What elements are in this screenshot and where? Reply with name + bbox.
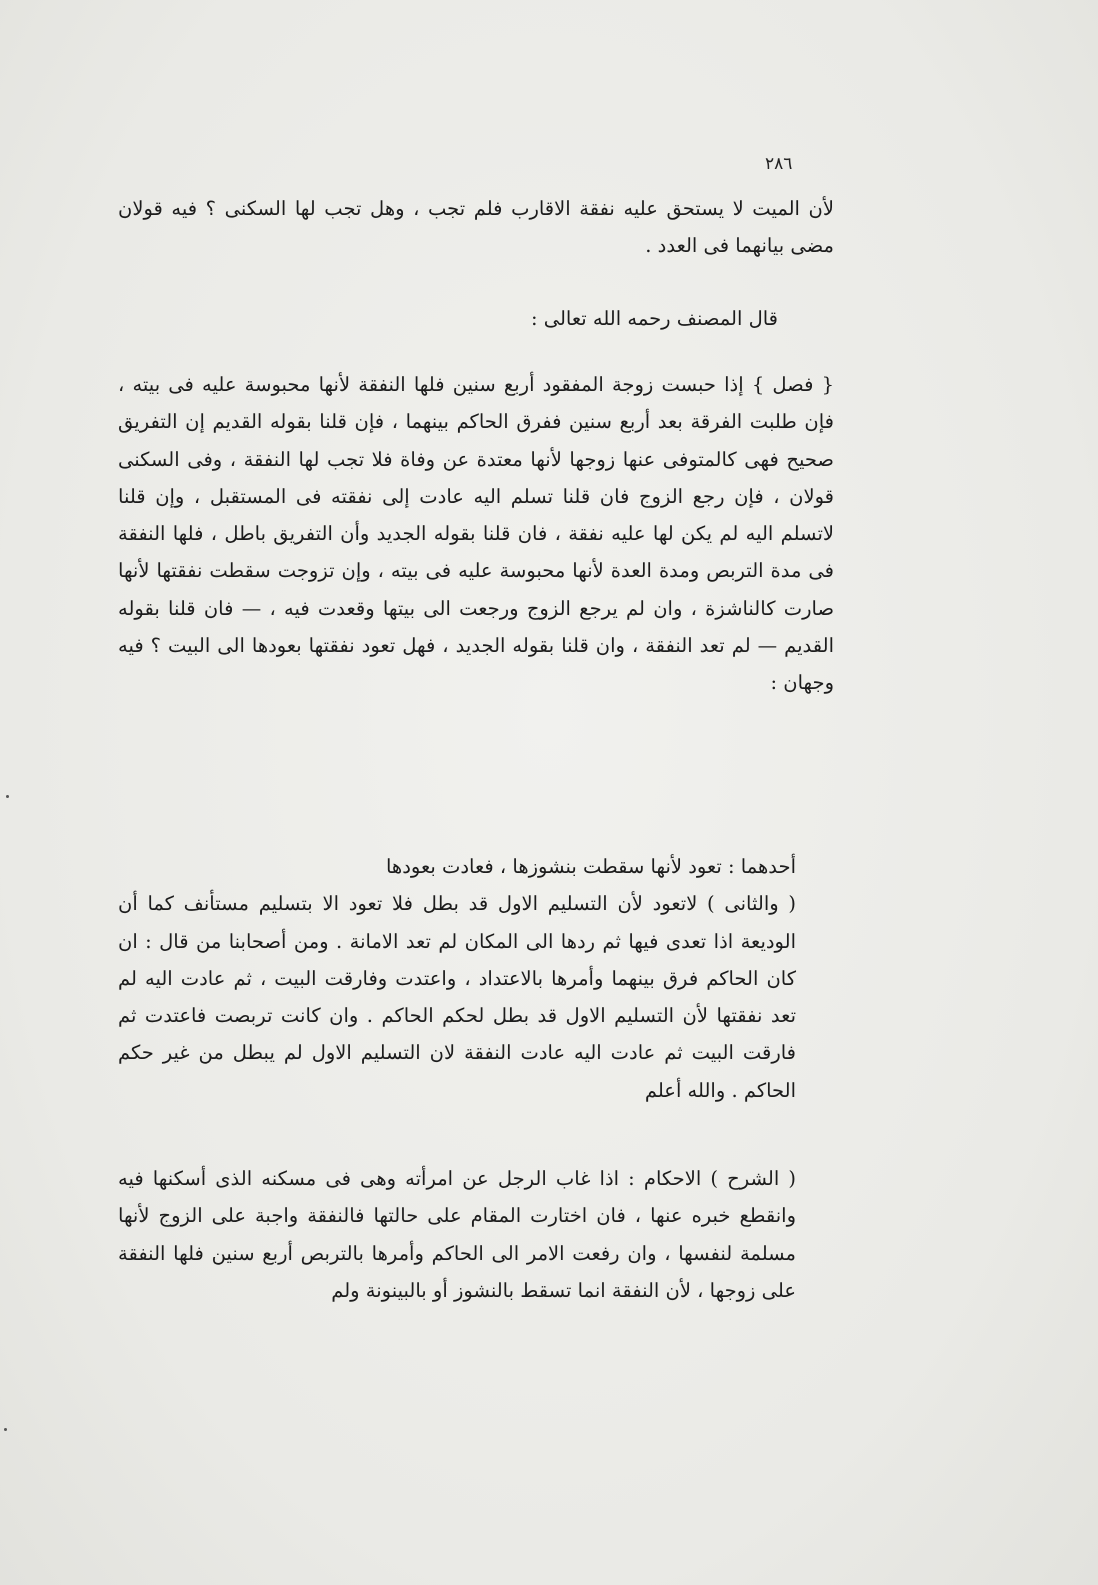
paragraph-continuation bbox=[118, 190, 834, 265]
paragraph-two-opinions bbox=[118, 848, 834, 1109]
paragraph-text: ( الشرح ) الاحكام : اذا غاب الرجل عن امرأته وهى فى مسكنه الذى أسكنها فيه وانقطع خبره عنها ، فان اختارت المقام على حالتها فالنفقة واجبة على الزوج لأنها مسلمة لنفسها ، وان رفعت الامر الى الحاكم وأمرها بالتربص أربع سنين فلها النفقة على زوجها ، لأن النفقة انما تسقط بالنشوز أو بالبينونة ولم bbox=[118, 1167, 796, 1302]
page-number: ٢٨٦ bbox=[765, 154, 793, 174]
scan-speck bbox=[6, 795, 9, 798]
paragraph-text: لأن الميت لا يستحق عليه نفقة الاقارب فلم تجب ، وهل تجب لها السكنى ؟ فيه قولان مضى بيانهما فى العدد . bbox=[118, 197, 834, 258]
section-heading: قال المصنف رحمه الله تعالى : bbox=[530, 307, 778, 330]
paragraph-sharh bbox=[118, 1160, 834, 1309]
paragraph-text: أحدهما : تعود لأنها سقطت بنشوزها ، فعادت بعودها bbox=[385, 855, 796, 878]
scan-speck bbox=[4, 1428, 7, 1431]
paragraph-fasl bbox=[118, 366, 834, 702]
paragraph-text: ( والثانى ) لاتعود لأن التسليم الاول قد بطل فلا تعود الا بتسليم مستأنف كما أن الوديعة اذا تعدى فيها ثم ردها الى المكان لم تعد الامانة . ومن أصحابنا من قال : ان كان الحاكم فرق بينهما وأمرها بالاعتداد ، واعتدت وفارقت البيت ، ثم عادت اليه لم تعد نفقتها لأن التسليم الاول قد بطل لحكم الحاكم . وان كانت تربصت فاعتدت ثم فارقت البيت ثم عادت اليه عادت النفقة لان التسليم الاول لم يبطل من غير حكم الحاكم . والله أعلم bbox=[118, 892, 796, 1102]
paragraph-text: { فصل } إذا حبست زوجة المفقود أربع سنين فلها النفقة لأنها محبوسة عليه فى بيته ، فإن طلبت الفرقة بعد أربع سنين ففرق الحاكم بينهما ، فإن قلنا بقوله القديم إن التفريق صحيح فهى كالمتوفى عنها زوجها لأنها معتدة عن وفاة فلا تجب لها النفقة ، وفى السكنى قولان ، فإن رجع الزوج فان قلنا تسلم اليه عادت إلى نفقته فى المستقبل ، وإن قلنا لاتسلم اليه لم يكن لها عليه نفقة ، فان قلنا بقوله الجديد وأن التفريق باطل ، فلها النفقة فى مدة التربص ومدة العدة لأنها محبوسة عليه فى بيته ، وإن تزوجت سقطت نفقتها لأنها صارت كالناشزة ، وان لم يرجع الزوج ورجعت الى بيتها وقعدت فيه ، — فان قلنا بقوله القديم — لم تعد النفقة ، وان قلنا بقوله الجديد ، فهل تعود نفقتها بعودها الى البيت ؟ فيه وجهان : bbox=[118, 373, 834, 695]
